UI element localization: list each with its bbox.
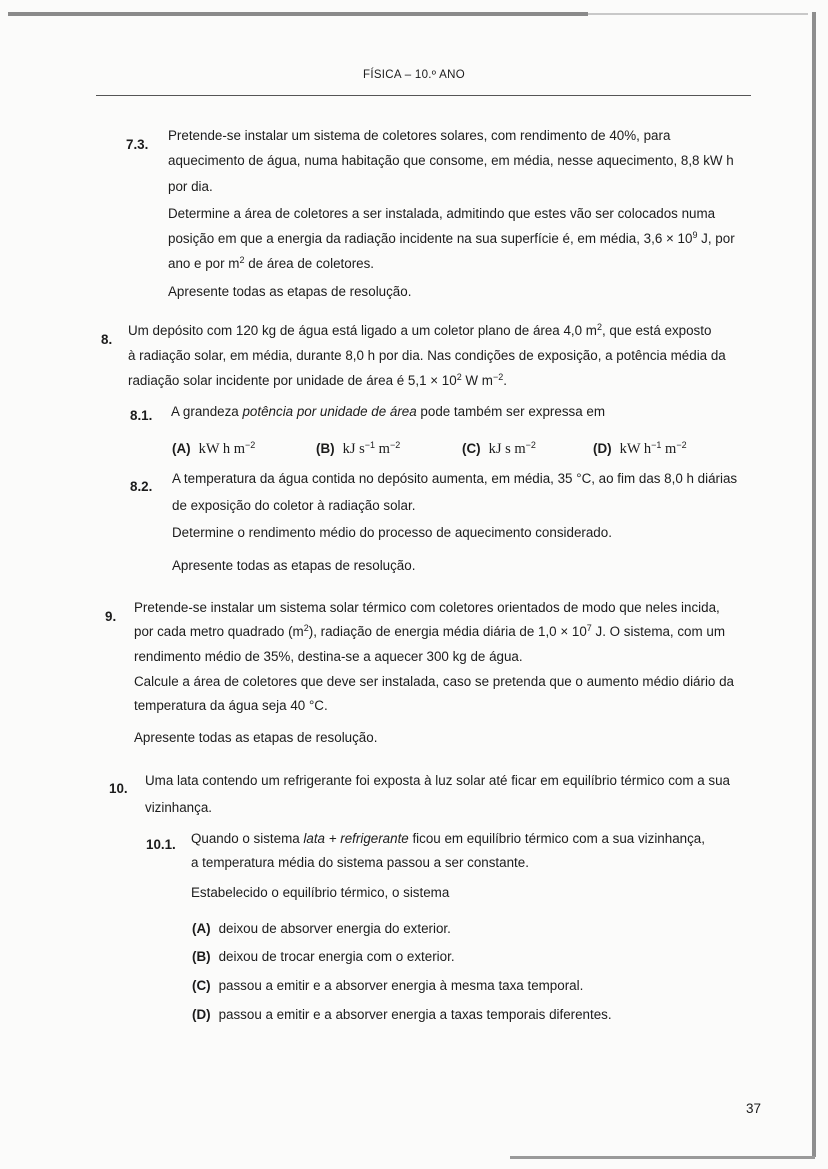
q8-2-steps: Apresente todas as etapas de resolução. — [172, 558, 416, 573]
q8-1-option-c[interactable]: (C) kJ s $m^{-2}$ — [462, 440, 536, 457]
q9-steps: Apresente todas as etapas de resolução. — [134, 730, 378, 745]
q10-1-option-c[interactable]: (C) passou a emitir e a absorver energia à mesma taxa temporal. — [192, 978, 584, 993]
q10-line-2: vizinhança. — [145, 800, 212, 815]
q10-1-option-b[interactable]: (B) deixou de trocar energia com o exterior. — [192, 949, 455, 964]
q8-1-option-a[interactable]: (A) kW h $m^{-2}$ — [172, 440, 256, 457]
q7-3-task-line-3: ano e por $m^2$ de área de coletores. — [168, 255, 375, 271]
q10-line-1: Uma lata contendo um refrigerante foi exposta à luz solar até ficar em equilíbrio térmico com a sua — [145, 773, 731, 788]
q10-1-line-1: Quando o sistema lata + refrigerante ficou em equilíbrio térmico com a sua vizinhança, — [191, 831, 705, 846]
question-number-8-2: 8.2. — [130, 479, 153, 494]
scan-edge-right — [812, 12, 816, 1157]
q10-1-option-a[interactable]: (A) deixou de absorver energia do exterior. — [192, 921, 451, 936]
question-number-10-1: 10.1. — [146, 837, 176, 852]
q8-1-text: A grandeza potência por unidade de área pode também ser expressa em — [171, 404, 606, 419]
q8-1-option-b[interactable]: (B) kJ $s^{-1}$ $m^{-2}$ — [316, 440, 401, 457]
header-rule — [96, 95, 751, 96]
q7-3-line-2: aquecimento de água, numa habitação que consome, em média, nesse aquecimento, 8,8 kW h — [168, 153, 734, 168]
q8-2-line-2: de exposição do coletor à radiação solar. — [172, 498, 416, 513]
question-number-10: 10. — [109, 781, 128, 796]
q7-3-task-line-2: posição em que a energia da radiação incidente na sua superfície é, em média, $3,6 \times 10^9$ J, por — [168, 230, 735, 246]
q9-line-2: por cada metro quadrado $(m^2)$, radiação de energia média diária de $1,0 \times 10^7$ J. O sistema, com um — [134, 623, 725, 639]
q7-3-line-3: por dia. — [168, 179, 213, 194]
q7-3-task-line-1: Determine a área de coletores a ser instalada, admitindo que estes vão ser colocados numa — [168, 206, 716, 221]
q9-task-line-2: temperatura da água seja 40 °C. — [134, 698, 328, 713]
page-number: 37 — [746, 1101, 762, 1116]
scan-edge-top-faint — [588, 13, 808, 15]
q10-1-option-d[interactable]: (D) passou a emitir e a absorver energia a taxas temporais diferentes. — [192, 1007, 612, 1022]
q8-line-1: Um depósito com 120 kg de água está ligado a um coletor plano de área 4,0 $m^2$, que está exposto — [128, 322, 712, 338]
question-number-9: 9. — [105, 609, 117, 624]
q8-2-line-1: A temperatura da água contida no depósito aumenta, em média, 35 °C, ao fim das 8,0 h diárias — [172, 471, 738, 486]
q9-task-line-1: Calcule a área de coletores que deve ser instalada, caso se pretenda que o aumento médio diário da — [134, 674, 734, 689]
scan-edge-bottom — [510, 1156, 815, 1159]
q7-3-steps: Apresente todas as etapas de resolução. — [168, 284, 412, 299]
q8-1-option-d[interactable]: (D) kW $h^{-1}$ $m^{-2}$ — [593, 440, 687, 457]
question-number-8-1: 8.1. — [130, 408, 153, 423]
q10-1-line-2: a temperatura média do sistema passou a ser constante. — [191, 855, 529, 870]
scan-edge-top — [8, 12, 588, 16]
q8-2-task: Determine o rendimento médio do processo de aquecimento considerado. — [172, 525, 612, 540]
q7-3-line-1: Pretende-se instalar um sistema de coletores solares, com rendimento de 40%, para — [168, 128, 671, 143]
q9-line-1: Pretende-se instalar um sistema solar térmico com coletores orientados de modo que neles incida, — [134, 600, 720, 615]
q8-line-2: à radiação solar, em média, durante 8,0 h por dia. Nas condições de exposição, a potência média da — [128, 348, 726, 363]
q8-line-3: radiação solar incidente por unidade de área é $5,1 \times 10^2$ W $m^{-2}$. — [128, 372, 507, 388]
question-number-7-3: 7.3. — [126, 137, 149, 152]
q10-1-stem: Estabelecido o equilíbrio térmico, o sistema — [191, 885, 450, 900]
q9-line-3: rendimento médio de 35%, destina-se a aquecer 300 kg de água. — [134, 649, 523, 664]
question-number-8: 8. — [101, 332, 113, 347]
page-header: FÍSICA – 10.º ANO — [363, 69, 465, 81]
